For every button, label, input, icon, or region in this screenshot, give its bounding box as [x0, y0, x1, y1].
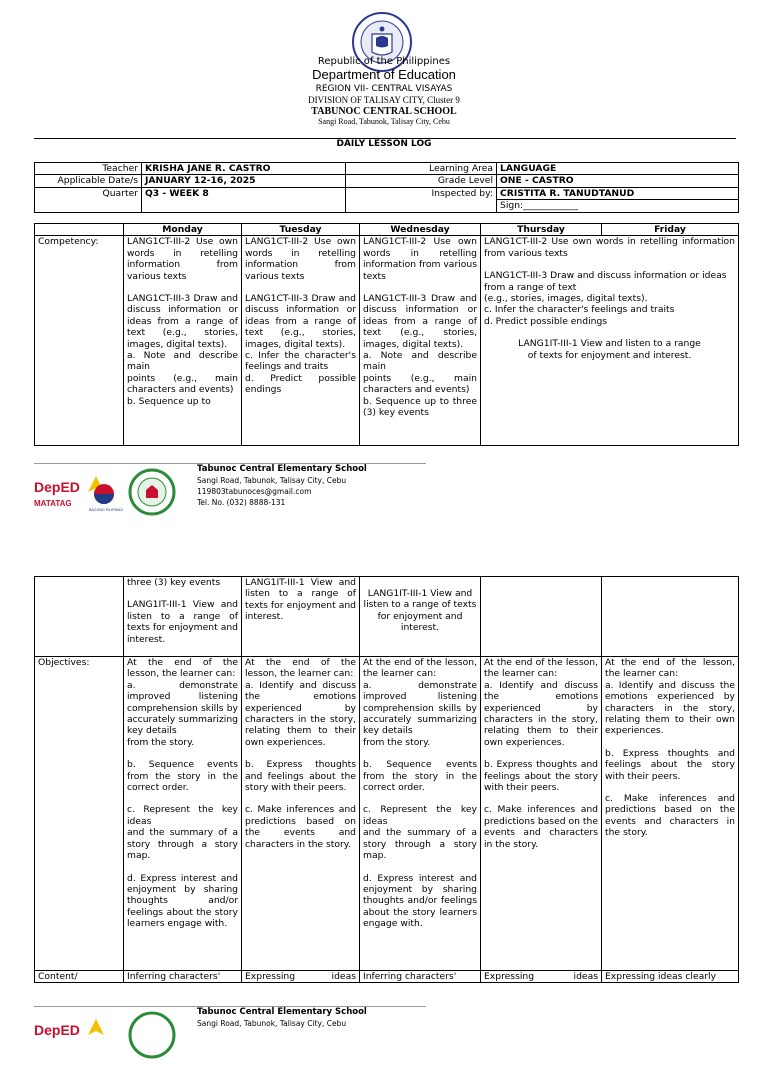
day-header-tuesday: Tuesday	[242, 224, 360, 236]
objectives-friday-p1: At the end of the lesson, the learner can: a. Identify and discuss the emotions experienced by characters in the story, relating them to their own experiences.	[605, 657, 735, 737]
day-header-monday: Monday	[124, 224, 242, 236]
footer-info	[197, 464, 367, 508]
objectives-wednesday	[360, 657, 481, 971]
school-address: Sangi Road, Tabunok, Talisay City, Cebu	[318, 117, 450, 126]
continued-monday-p1: three (3) key events	[127, 577, 221, 588]
dates-value: JANUARY 12-16, 2025	[142, 175, 346, 187]
objectives-wednesday-p3: c. Represent the key ideas and the summary of a story through a story map.	[363, 804, 477, 862]
learning-area-value: LANGUAGE	[497, 163, 739, 175]
competency-thursday-friday	[481, 236, 739, 446]
grade-level-value: ONE - CASTRO	[497, 175, 739, 187]
continued-wednesday-p1: LANG1IT-III-1 View and listen to a range of texts for enjoyment and interest.	[363, 588, 477, 634]
competency-label: Competency:	[35, 236, 124, 446]
deped-wordmark-2: DepED	[34, 1022, 80, 1038]
competency-monday-p2: LANG1CT-III-3 Draw and discuss information or ideas from a range of text (e.g., stories, images, digital texts). a. Note and describe main points (e.g., main characters and events) b. Sequence up to	[127, 293, 238, 407]
continued-tuesday	[242, 577, 360, 657]
grade-level-label: Grade Level	[346, 175, 497, 187]
day-header-thursday: Thursday	[481, 224, 602, 236]
competency-tuesday	[242, 236, 360, 446]
objectives-monday-p3: c. Represent the key ideas and the summary of a story through a story map.	[127, 804, 238, 862]
competency-monday	[124, 236, 242, 446]
competency-wednesday	[360, 236, 481, 446]
continued-label-cell	[35, 577, 124, 657]
inspected-by-cell	[497, 187, 739, 199]
objectives-thursday-p3: c. Make inferences and predictions based on the events and characters in the story.	[484, 804, 598, 850]
lesson-table-page-2	[34, 576, 739, 983]
competency-thu-fri-p1: LANG1CT-III-2 Use own words in retelling information from various texts	[484, 236, 735, 259]
objectives-tuesday-p2: b. Express thoughts and feelings about the story with their peers.	[245, 759, 356, 794]
objectives-monday-p1: At the end of the lesson, the learner can: a. demonstrate improved listening comprehension skills by accurately summarizing key details from the story.	[127, 657, 238, 748]
objectives-friday-p3: c. Make inferences and predictions based on the events and characters in the story.	[605, 793, 735, 839]
sign-line: Sign:____________	[497, 200, 739, 212]
footer-email: 119803tabunoces@gmail.com	[197, 487, 312, 496]
continued-monday	[124, 577, 242, 657]
department-text: Department of Education	[312, 67, 456, 82]
objectives-friday-p2: b. Express thoughts and feelings about the story with their peers.	[605, 747, 735, 782]
objectives-monday-p2: b. Sequence events from the story in the correct order.	[127, 759, 238, 794]
content-thursday: Expressing ideas	[481, 971, 602, 983]
day-header-friday: Friday	[602, 224, 739, 236]
day-header-wednesday: Wednesday	[360, 224, 481, 236]
competency-tuesday-p2: LANG1CT-III-3 Draw and discuss information or ideas from a range of text (e.g., stories, images, digital texts). c. Infer the character's feelings and traits d. Predict possible endings	[245, 293, 356, 396]
quarter-label: Quarter	[35, 187, 142, 212]
continued-tuesday-p1: LANG1IT-III-1 View and listen to a range of texts for enjoyment and interest.	[245, 577, 356, 623]
footer-address-2: Sangi Road, Tabunok, Talisay City, Cebu	[197, 1019, 347, 1028]
objectives-tuesday-p1: At the end of the lesson, the learner can: a. Identify and discuss the emotions experienced by characters in the story, relating them to their own experiences.	[245, 657, 356, 748]
continued-wednesday	[360, 577, 481, 657]
dates-label: Applicable Date/s	[35, 175, 142, 187]
objectives-wednesday-p2: b. Sequence events from the story in the correct order.	[363, 759, 477, 794]
competency-monday-p1: LANG1CT-III-2 Use own words in retelling information from various texts	[127, 236, 238, 282]
footer-info-2	[197, 1007, 367, 1029]
objectives-monday-p4: d. Express interest and enjoyment by sharing thoughts and/or feelings about the story learners engage with.	[127, 872, 238, 930]
competency-thu-fri-p3: LANG1IT-III-1 View and listen to a range of texts for enjoyment and interest.	[518, 338, 701, 361]
objectives-thursday	[481, 657, 602, 971]
republic-text: Republic of the Philippines	[317, 56, 451, 67]
objectives-label: Objectives:	[35, 657, 124, 971]
teacher-value: KRISHA JANE R. CASTRO	[142, 163, 346, 175]
objectives-thursday-p2: b. Express thoughts and feelings about the story with their peers.	[484, 759, 598, 794]
content-friday: Expressing ideas clearly	[602, 971, 739, 983]
document-title: DAILY LESSON LOG	[336, 139, 432, 149]
continued-thursday	[481, 577, 602, 657]
objectives-monday	[124, 657, 242, 971]
lesson-table-page-1	[34, 223, 739, 446]
objectives-wednesday-p1: At the end of the lesson, the learner can: a. demonstrate improved listening comprehension skills by accurately summarizing key details from the story.	[363, 657, 477, 748]
corner-cell	[35, 224, 124, 236]
competency-tuesday-p1: LANG1CT-III-2 Use own words in retelling information from various texts	[245, 236, 356, 282]
competency-wednesday-p1: LANG1CT-III-2 Use own words in retelling information from various texts	[363, 236, 477, 282]
inspected-by-value: CRISTITA R. TANUDTANUD	[500, 187, 635, 199]
division-text: DIVISION OF TALISAY CITY, Cluster 9	[308, 95, 460, 105]
competency-thu-fri-p2: LANG1CT-III-3 Draw and discuss information or ideas from a range of text (e.g., stories, images, digital texts). c. Infer the character's feelings and traits d. Predict possible endings	[484, 270, 727, 327]
info-table	[34, 162, 739, 213]
bagong-pilipinas-text: BAGONG PILIPINAS	[89, 508, 123, 512]
footer-school-name-2: Tabunoc Central Elementary School	[197, 1007, 367, 1017]
objectives-friday	[602, 657, 739, 971]
objectives-thursday-p1: At the end of the lesson, the learner can: a. Identify and discuss the emotions experienced by characters in the story, relating them to their own experiences.	[484, 657, 598, 748]
matatag-wordmark: MATATAG	[34, 499, 72, 508]
footer-logos	[34, 466, 194, 526]
teacher-label: Teacher	[35, 163, 142, 175]
footer-tel: Tel. No. (032) 8888-131	[197, 498, 286, 507]
continued-monday-p2: LANG1IT-III-1 View and listen to a range of texts for enjoyment and interest.	[127, 599, 238, 645]
objectives-wednesday-p4: d. Express interest and enjoyment by sharing thoughts and/or feelings about the story learners engage with.	[363, 872, 477, 930]
region-text: REGION VII- CENTRAL VISAYAS	[315, 84, 453, 94]
learning-area-label: Learning Area	[346, 163, 497, 175]
content-label: Content/	[35, 971, 124, 983]
objectives-tuesday	[242, 657, 360, 971]
footer-logos-2	[34, 1009, 194, 1069]
quarter-value: Q3 - WEEK 8	[142, 187, 346, 212]
inspected-by-label: Inspected by:	[346, 187, 497, 212]
deped-wordmark: DepED	[34, 479, 80, 495]
content-wednesday: Inferring characters'	[360, 971, 481, 983]
content-monday: Inferring characters'	[124, 971, 242, 983]
continued-friday	[602, 577, 739, 657]
footer-address: Sangi Road, Tabunok, Talisay City, Cebu	[197, 476, 347, 485]
content-tuesday: Expressing ideas	[242, 971, 360, 983]
objectives-tuesday-p3: c. Make inferences and predictions based on the events and characters in the story.	[245, 804, 356, 850]
school-name: TABUNOC CENTRAL SCHOOL	[311, 106, 457, 117]
competency-wednesday-p2: LANG1CT-III-3 Draw and discuss information or ideas from a range of text (e.g., stories, images, digital texts). a. Note and describe main points (e.g., main characters and events) b. Sequence up to three (3) key events	[363, 293, 477, 419]
footer-school-name: Tabunoc Central Elementary School	[197, 464, 367, 474]
